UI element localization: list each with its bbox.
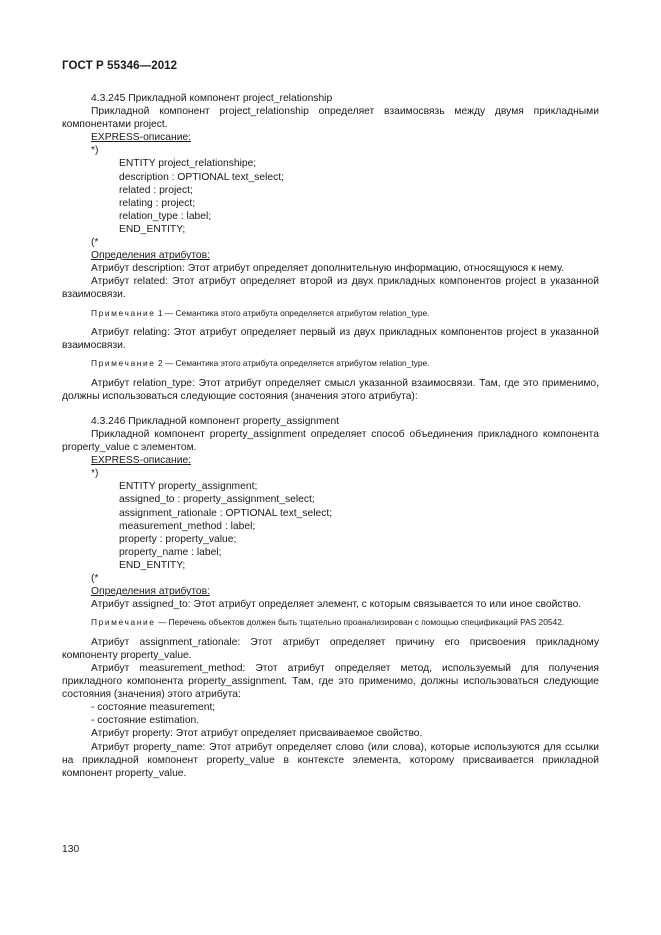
- attr-related: Атрибут related: Этот атрибут определяет второй из двух прикладных компонентов project в указанной взаимосвязи.: [62, 276, 599, 301]
- code-line: description : OPTIONAL text_select;: [119, 171, 285, 183]
- note-label: Примечание: [91, 617, 156, 628]
- state-item: - состояние estimation.: [91, 715, 200, 727]
- code-line: property : property_value;: [119, 533, 237, 545]
- attr-property-name: Атрибут property_name: Этот атрибут определяет слово (или слова), которые используются для ссылки на прикладной компонент property_value в контексте элемента, которому присваивается прикладной компонент property_value.: [62, 741, 599, 779]
- note-label: Примечание: [91, 358, 156, 369]
- express-open-245: *): [91, 145, 99, 157]
- attr-property: Атрибут property: Этот атрибут определяет присваиваемое свойство.: [91, 728, 423, 740]
- code-line: relation_type : label;: [119, 210, 212, 222]
- note-text: — Перечень объектов должен быть тщательно проанализирован с помощью спецификаций PAS 20542.: [157, 617, 565, 628]
- section-intro-245: Прикладной компонент project_relationship определяет взаимосвязь между двумя прикладными компонентами project.: [62, 106, 599, 131]
- express-label-245: EXPRESS-описание:: [91, 132, 192, 144]
- section-heading-246: 4.3.246 Прикладной компонент property_assignment: [91, 415, 340, 427]
- section-heading-245: 4.3.245 Прикладной компонент project_relationship: [91, 93, 333, 104]
- document-header: ГОСТ Р 55346—2012: [62, 60, 178, 72]
- code-line: related : project;: [119, 184, 193, 196]
- code-line: property_name : label;: [119, 546, 222, 558]
- express-label-246: EXPRESS-описание:: [91, 455, 192, 467]
- note-1: [62, 308, 599, 320]
- code-line: ENTITY project_relationshipe;: [119, 158, 257, 170]
- attr-relating: Атрибут relating: Этот атрибут определяет первый из двух прикладных компонентов project в указанной взаимосвязи.: [62, 327, 599, 352]
- code-line: relating : project;: [119, 197, 196, 209]
- express-close-246: (*: [91, 573, 99, 584]
- code-line: ENTITY property_assignment;: [119, 481, 258, 493]
- attr-relation-type: Атрибут relation_type: Этот атрибут определяет смысл указанной взаимосвязи. Там, где это применимо, должны использоваться следующие состояния (значения этого атрибута):: [62, 377, 599, 402]
- express-open-246: *): [91, 468, 99, 480]
- attr-measurement-method: Атрибут measurement_method: Этот атрибут определяет метод, используемый для получения прикладного компонента property_assignment. Там, где это применимо, должны использоваться следующие состояния (значения) этого атрибута:: [62, 662, 599, 701]
- attr-defs-label-245: Определения атрибутов:: [91, 250, 210, 262]
- attr-assignment-rationale: Атрибут assignment_rationale: Этот атрибут определяет причину его присвоения прикладному компоненту property_value.: [62, 636, 599, 661]
- express-code-246: [62, 480, 599, 572]
- code-line: assigned_to : property_assignment_select;: [119, 494, 315, 506]
- note-label: Примечание: [91, 307, 156, 318]
- attr-assigned-to: Атрибут assigned_to: Этот атрибут определяет элемент, с которым связывается то или иное свойство.: [91, 599, 582, 611]
- code-line: measurement_method : label;: [119, 520, 256, 532]
- express-code-245: [62, 157, 599, 236]
- code-line: END_ENTITY;: [119, 223, 186, 235]
- code-line: END_ENTITY;: [119, 559, 186, 571]
- express-close-245: (*: [91, 237, 99, 249]
- attr-defs-label-246: Определения атрибутов:: [91, 586, 210, 598]
- section-gap: [62, 403, 599, 415]
- attr-description: Атрибут description: Этот атрибут определяет дополнительную информацию, относящуюся к нему.: [91, 263, 565, 275]
- state-item: - состояние measurement;: [91, 702, 216, 714]
- note-3: [62, 617, 599, 629]
- note-2: [62, 358, 599, 370]
- page-content: [62, 92, 599, 780]
- page-number: 130: [62, 844, 80, 855]
- note-text: 2 — Семантика этого атрибута определяется атрибутом relation_type.: [157, 358, 430, 369]
- section-intro-246: Прикладной компонент property_assignment определяет способ объединения прикладного компонента property_value с элементом.: [62, 428, 599, 454]
- note-text: 1 — Семантика этого атрибута определяется атрибутом relation_type.: [157, 307, 430, 318]
- code-line: assignment_rationale : OPTIONAL text_select;: [119, 507, 333, 519]
